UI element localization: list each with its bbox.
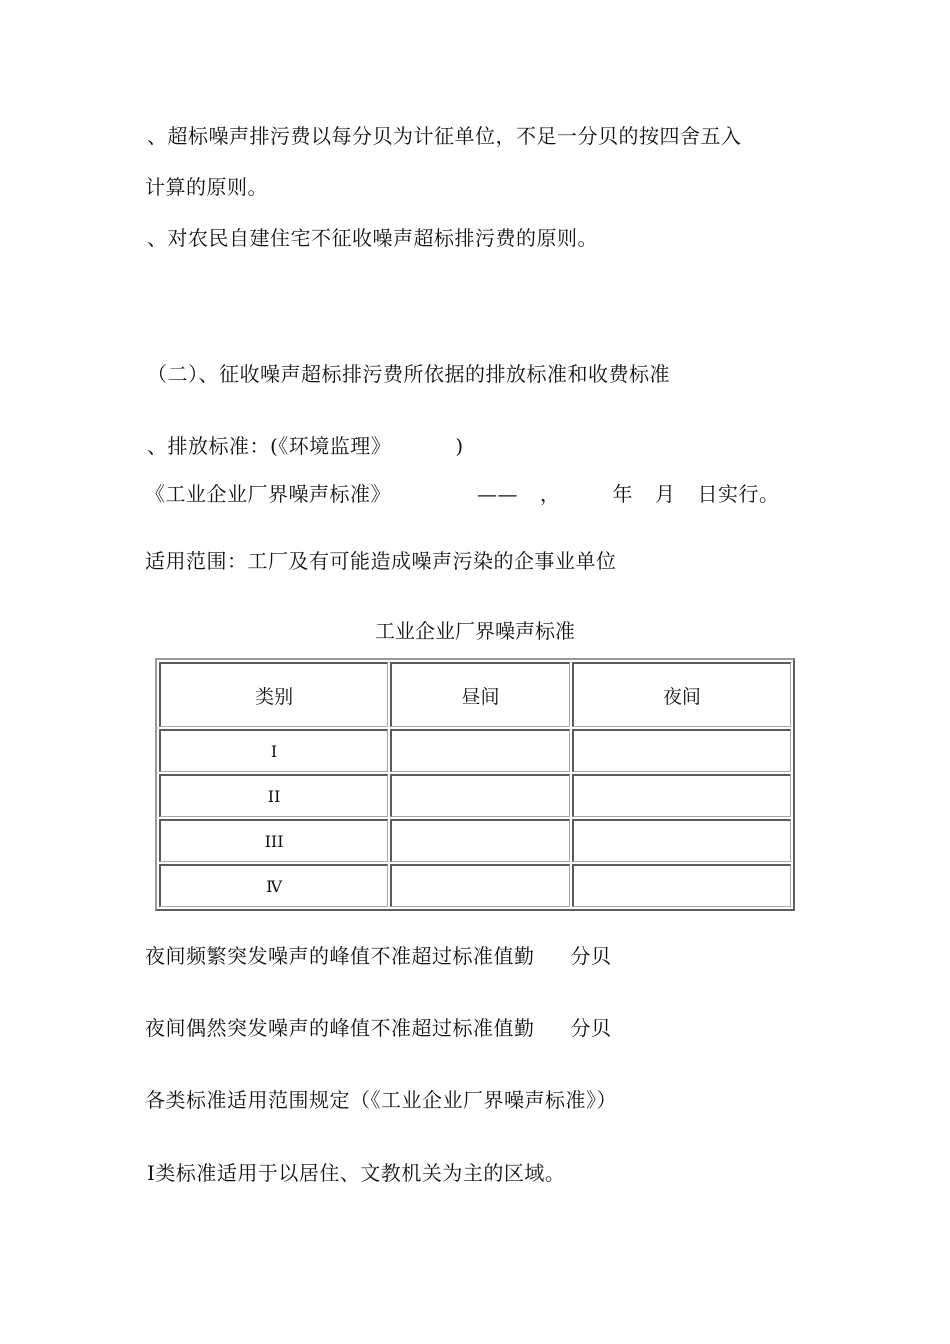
table-row bbox=[159, 864, 791, 907]
emission-standard-label: 、排放标准：(《环境监理》 bbox=[147, 434, 392, 458]
cell-nighttime bbox=[572, 819, 791, 862]
cell-daytime bbox=[390, 864, 570, 907]
header-daytime: 昼间 bbox=[390, 662, 570, 727]
table-row bbox=[159, 819, 791, 862]
cell-category: I bbox=[159, 729, 388, 772]
table-title: 工业企业厂界噪声标准 bbox=[375, 619, 575, 643]
section-heading: （二）、征收噪声超标排污费所依据的排放标准和收费标准 bbox=[147, 362, 670, 386]
emission-standard-close: ) bbox=[455, 434, 464, 458]
comma: ， bbox=[540, 482, 561, 506]
cell-daytime bbox=[390, 729, 570, 772]
scope-rule-line: 各类标准适用范围规定（《工业企业厂界噪声标准》） bbox=[145, 1088, 617, 1112]
frequent-burst-noise-unit: 分贝 bbox=[570, 944, 612, 968]
scope-of-application: 适用范围：工厂及有可能造成噪声污染的企事业单位 bbox=[145, 549, 617, 573]
table-row bbox=[159, 774, 791, 817]
header-category: 类别 bbox=[159, 662, 388, 727]
cell-category: Ⅳ bbox=[159, 864, 388, 907]
dash: —— bbox=[477, 482, 518, 506]
cell-nighttime bbox=[572, 729, 791, 772]
cell-category: II bbox=[159, 774, 388, 817]
paragraph-farmer-exemption: 、对农民自建住宅不征收噪声超标排污费的原则。 bbox=[147, 226, 598, 250]
standard-name: 《工业企业厂界噪声标准》 bbox=[145, 482, 391, 506]
year-label: 年 bbox=[612, 482, 633, 506]
month-label: 月 bbox=[655, 482, 676, 506]
cell-daytime bbox=[390, 774, 570, 817]
standard-effective-line bbox=[145, 481, 780, 507]
header-nighttime: 夜间 bbox=[572, 662, 791, 727]
cell-category: III bbox=[159, 819, 388, 862]
frequent-burst-noise-line bbox=[145, 943, 612, 969]
day-effective-label: 日实行。 bbox=[697, 482, 780, 506]
cell-nighttime bbox=[572, 864, 791, 907]
table-row bbox=[159, 729, 791, 772]
paragraph-rounding-rule: 、超标噪声排污费以每分贝为计征单位，不足一分贝的按四舍五入 bbox=[147, 124, 742, 148]
paragraph-rounding-rule-cont: 计算的原则。 bbox=[145, 175, 268, 199]
occasional-burst-noise-line bbox=[145, 1015, 612, 1041]
noise-standard-table bbox=[155, 658, 795, 911]
cell-nighttime bbox=[572, 774, 791, 817]
table-header-row bbox=[159, 662, 791, 727]
cell-daytime bbox=[390, 819, 570, 862]
class-one-rule: Ⅰ类标准适用于以居住、文教机关为主的区域。 bbox=[147, 1161, 566, 1185]
occasional-burst-noise-text: 夜间偶然突发噪声的峰值不准超过标准值勤 bbox=[145, 1016, 535, 1040]
emission-standard-line bbox=[147, 433, 464, 459]
frequent-burst-noise-text: 夜间频繁突发噪声的峰值不准超过标准值勤 bbox=[145, 944, 535, 968]
occasional-burst-noise-unit: 分贝 bbox=[570, 1016, 612, 1040]
